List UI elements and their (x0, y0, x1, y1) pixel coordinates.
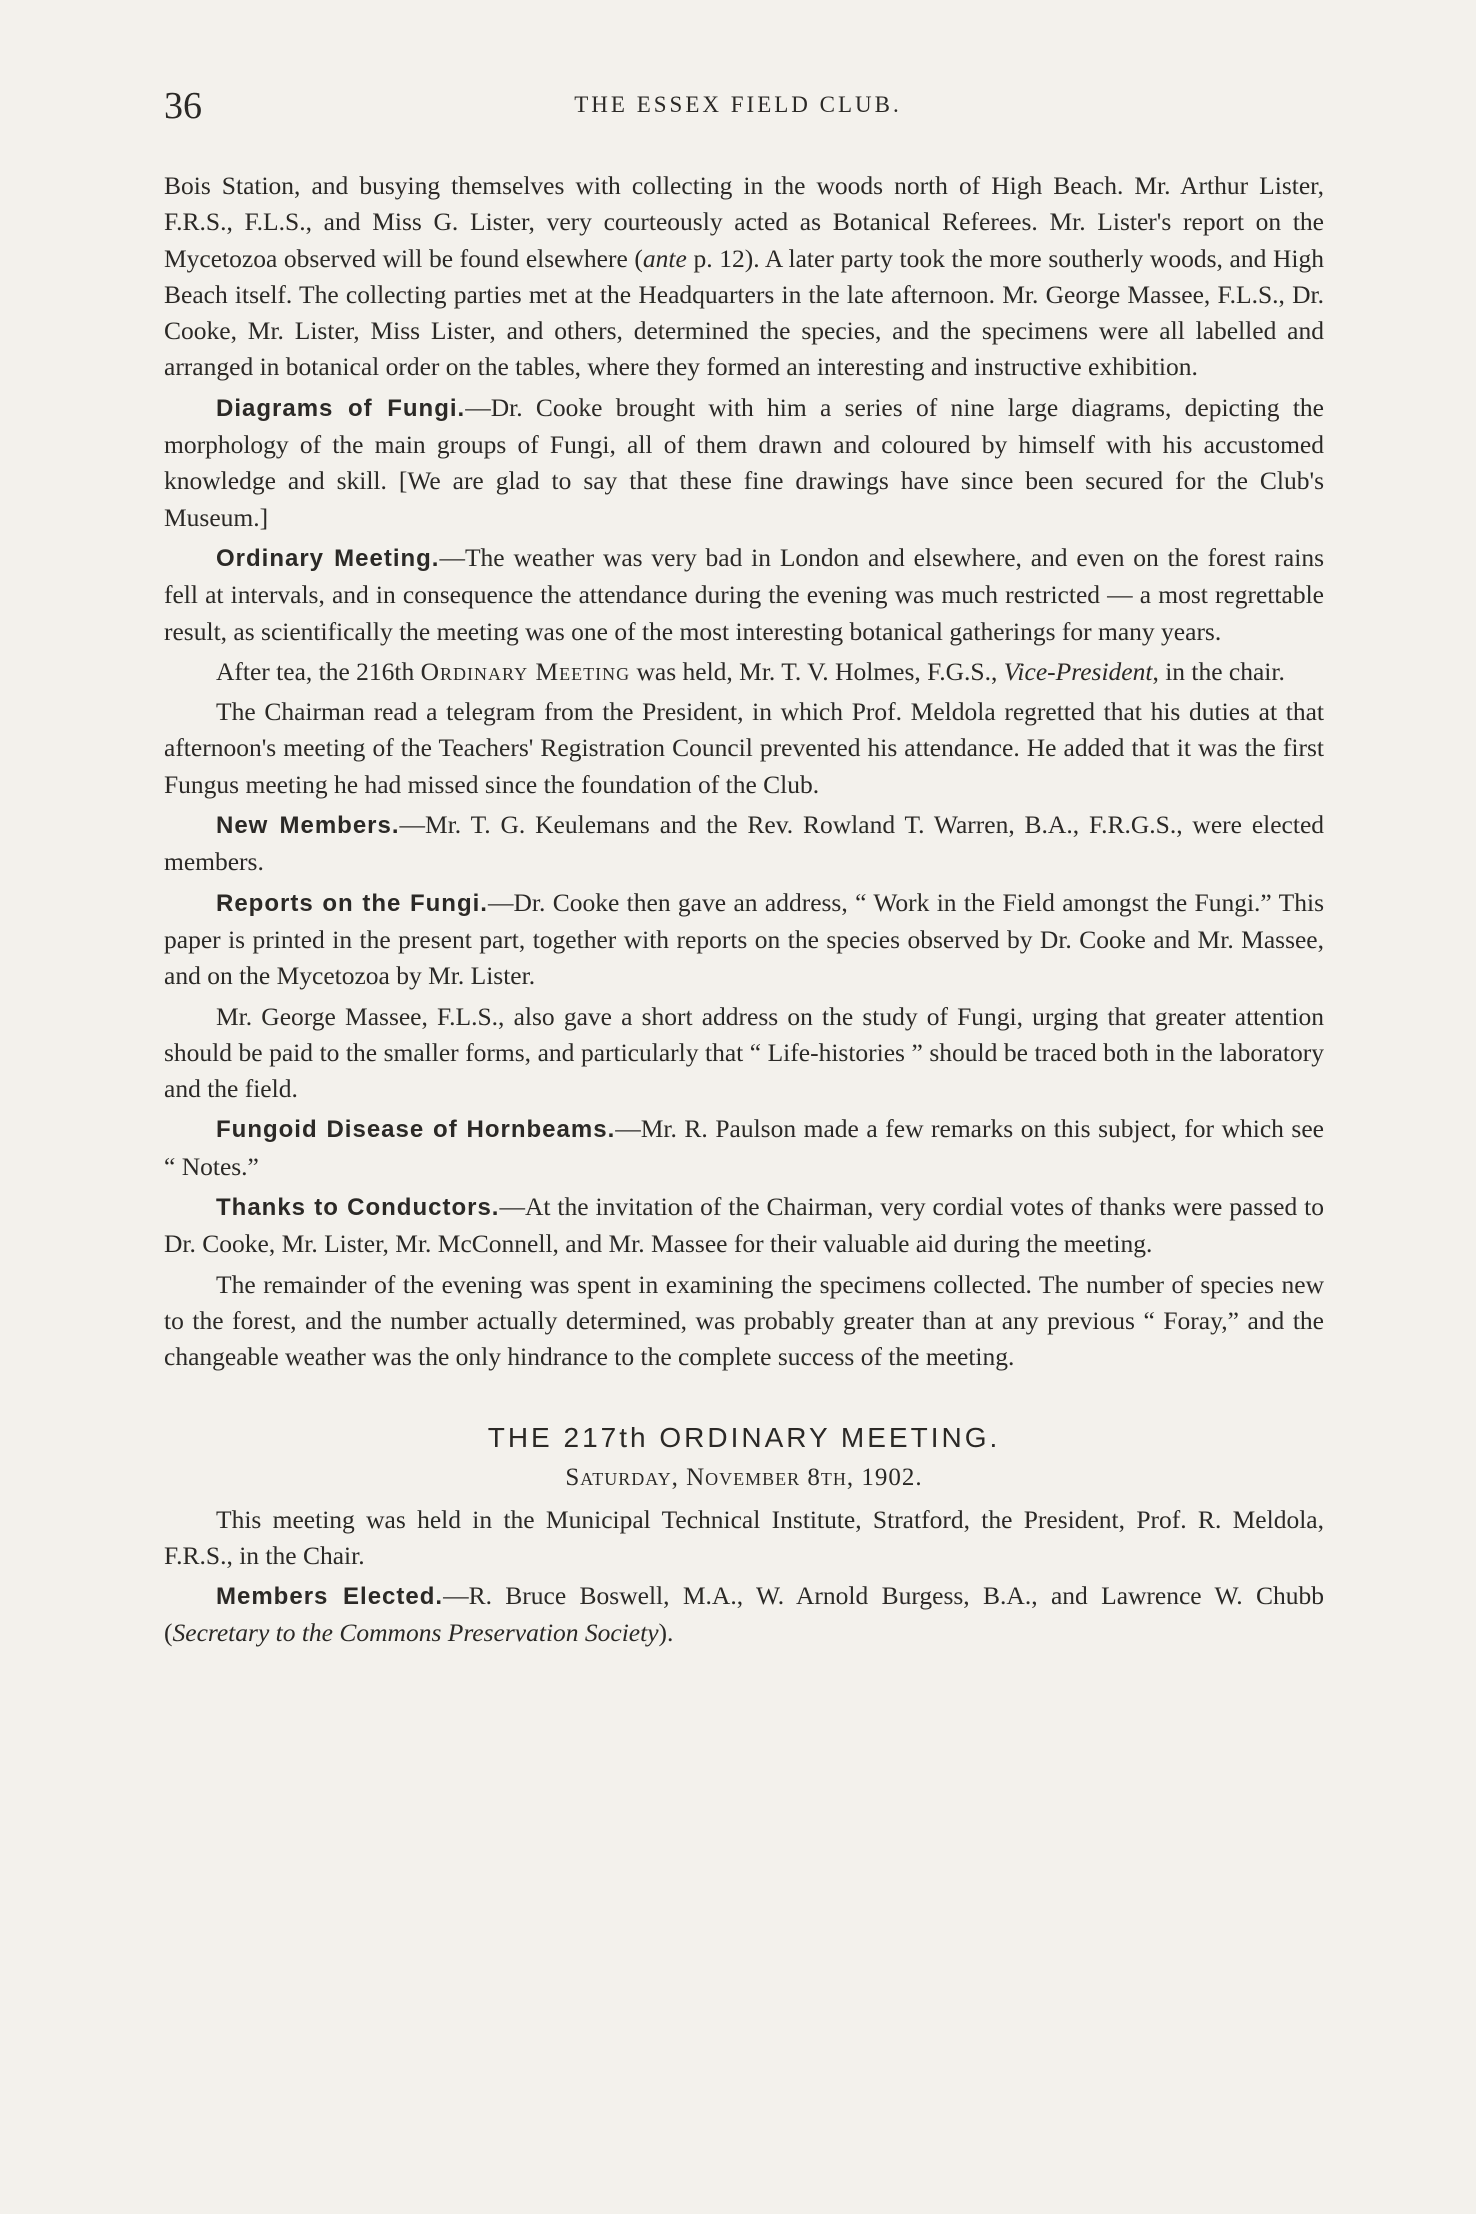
paragraph-continuation: Bois Station, and busying themselves with collecting in the woods north of High Beach. Mr. Arthur Lister, F.R.S., F.L.S., and Miss G. Lister, very courteously acted as Botanical Referees. Mr. Lister's report on the Mycetozoa observed will be found elsewhere (ante p. 12). A later party took the more southerly woods, and High Beach itself. The collecting parties met at the Headquarters in the late afternoon. Mr. George Massee, F.L.S., Dr. Cooke, Mr. Lister, Miss Lister, and others, determined the species, and the specimens were all labelled and arranged in botanical order on the tables, where they formed an interesting and instructive exhibition. (164, 171, 1324, 382)
paragraph-new-members: New Members.—Mr. T. G. Keulemans and the Rev. Rowland T. Warren, B.A., F.R.G.S., were elected members. (164, 810, 1325, 877)
paragraph-massee-address: Mr. George Massee, F.L.S., also gave a short address on the study of Fungi, urging that greater attention should be paid to the smaller forms, and particularly that “ Life-histories ” should be traced both in the laboratory and the field. (164, 1001, 1324, 1104)
page-header (0, 84, 1476, 134)
paragraph-members-elected: Members Elected.—R. Bruce Boswell, M.A., W. Arnold Burgess, B.A., and Lawrence W. Chubb (Secretary to the Commons Preservation Society). (164, 1581, 1324, 1648)
running-head: THE ESSEX FIELD CLUB. (574, 92, 902, 117)
paragraph-heading: Thanks to Conductors. (216, 1194, 500, 1222)
paragraph-fungoid-disease: Fungoid Disease of Hornbeams.—Mr. R. Paulson made a few remarks on this subject, for which see “ Notes.” (164, 1114, 1324, 1181)
paragraph-remainder: The remainder of the evening was spent in examining the specimens collected. The number of species new to the forest, and the number actually determined, was probably greater than at any previous “ Foray,” and the changeable weather was the only hindrance to the complete success of the meeting. (164, 1269, 1324, 1372)
section-date: Saturday, November 8th, 1902. (565, 1463, 923, 1491)
paragraph-telegram: The Chairman read a telegram from the President, in which Prof. Meldola regretted that his duties at that afternoon's meeting of the Teachers' Registration Council prevented his attendance. He added that it was the first Fungus meeting he had missed since the foundation of the Club. (164, 697, 1324, 799)
paragraph-heading: New Members. (216, 812, 400, 840)
page-number: 36 (164, 85, 202, 127)
paragraph-heading: Fungoid Disease of Hornbeams. (216, 1116, 616, 1144)
paragraph-heading: Reports on the Fungi. (216, 889, 488, 917)
paragraph-meeting-location: This meeting was held in the Municipal Technical Institute, Stratford, the President, Prof. R. Meldola, F.R.S., in the Chair. (164, 1504, 1324, 1570)
paragraph-216th-meeting: After tea, the 216th Ordinary Meeting was held, Mr. T. V. Holmes, F.G.S., Vice-President, in the chair. (216, 656, 1285, 686)
paragraph-heading: Ordinary Meeting. (216, 544, 440, 572)
section-title: THE 217th ORDINARY MEETING. (487, 1421, 1001, 1453)
paragraph-ordinary-meeting: Ordinary Meeting.—The weather was very bad in London and elsewhere, and even on the forest rains fell at intervals, and in consequence the attendance during the evening was much restricted — a most regrettable result, as scientifically the meeting was one of the most interesting botanical gatherings for many years. (164, 542, 1324, 646)
body-text (164, 168, 1324, 1652)
paragraph-thanks: Thanks to Conductors.—At the invitation of the Chairman, very cordial votes of thanks were passed to Dr. Cooke, Mr. Lister, Mr. McConnell, and Mr. Massee for their valuable aid during the meeting. (164, 1192, 1324, 1259)
paragraph-heading: Members Elected. (216, 1583, 444, 1611)
paragraph-heading: Diagrams of Fungi. (216, 394, 466, 422)
paragraph-reports-on-fungi: Reports on the Fungi.—Dr. Cooke then gave an address, “ Work in the Field amongst the Fungi.” This paper is printed in the present part, together with reports on the species observed by Dr. Cooke and Mr. Massee, and on the Mycetozoa by Mr. Lister. (164, 887, 1324, 991)
paragraph-diagrams-of-fungi: Diagrams of Fungi.—Dr. Cooke brought with him a series of nine large diagrams, depicting the morphology of the main groups of Fungi, all of them drawn and coloured by himself with his accustomed knowledge and skill. [We are glad to say that these fine drawings have since been secured for the Club's Museum.] (164, 392, 1324, 532)
